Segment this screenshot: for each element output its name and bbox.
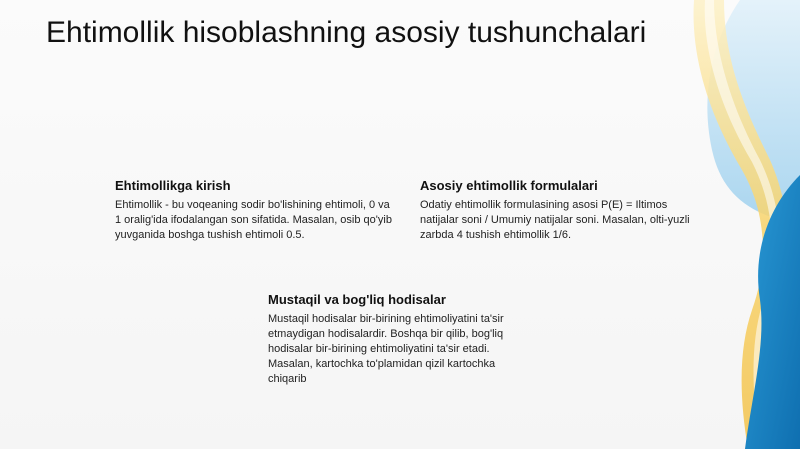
section-heading: Mustaqil va bog'liq hodisalar bbox=[268, 292, 446, 307]
section-events bbox=[268, 292, 530, 387]
section-intro bbox=[115, 178, 395, 243]
section-body: Mustaqil hodisalar bir-birining ehtimoliyatini ta'sir etmaydigan hodisalardir. Boshqa bir qilib, bog'liq hodisalar bir-birining ehtimoliyatini ta'sir etadi. Masalan, kartochka to'plamidan qizil kartochka chiqarib bbox=[268, 313, 504, 385]
section-formulas bbox=[420, 178, 705, 243]
section-body: Odatiy ehtimollik formulasining asosi P(E) = Iltimos natijalar soni / Umumiy natijalar soni. Masalan, olti-yuzli zarbda 4 tushish ehtimollik 1/6. bbox=[420, 199, 690, 241]
section-body: Ehtimollik - bu voqeaning sodir bo'lishining ehtimoli, 0 va 1 oralig'ida ifodalangan son sifatida. Masalan, osib qo'yib yuvganida boshga tushish ehtimoli 0.5. bbox=[115, 199, 392, 241]
section-heading: Asosiy ehtimollik formulalari bbox=[420, 178, 598, 193]
section-heading: Ehtimollikga kirish bbox=[115, 178, 231, 193]
slide-title: Ehtimollik hisoblashning asosiy tushunchalari bbox=[46, 16, 647, 49]
